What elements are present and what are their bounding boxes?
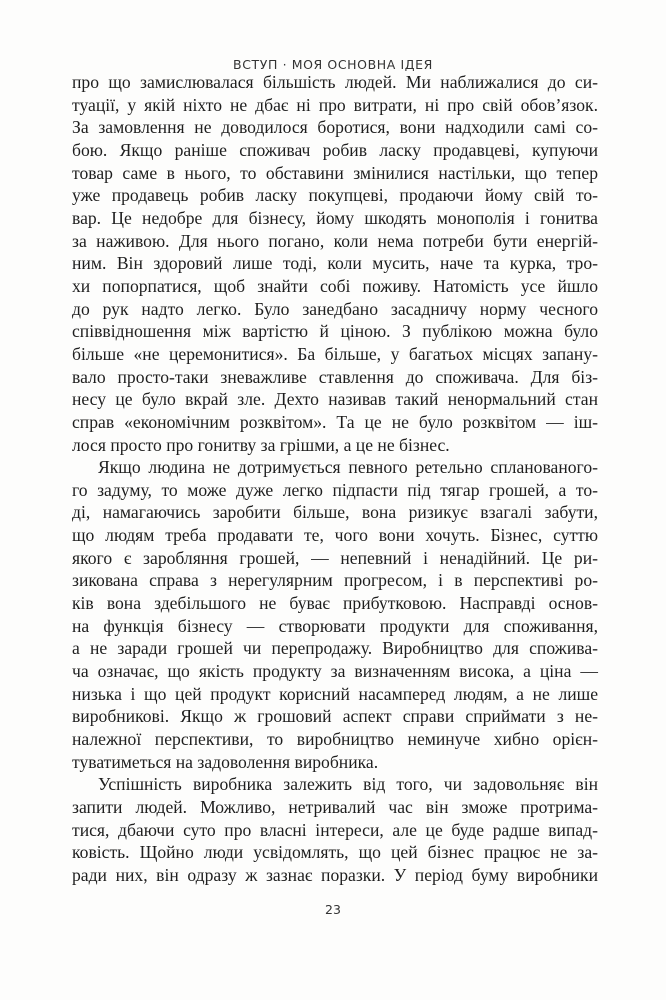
text-line: ради них, він одразу ж зазнає поразки. У період буму виробники xyxy=(72,864,598,885)
body-text xyxy=(72,71,598,887)
paragraph xyxy=(72,456,598,773)
running-header: ВСТУП · МОЯ ОСНОВНА ІДЕЯ xyxy=(233,57,433,72)
text-line: уже продавець робив ласку покупцеві, продаючи йому свій то- xyxy=(72,185,598,206)
text-line: що людям треба продавати те, чого вони хочуть. Бізнес, суттю xyxy=(72,525,598,546)
text-line: справ «економічним розквітом». Та це не було розквітом — іш- xyxy=(72,411,598,432)
text-line: Успішність виробника залежить від того, чи задовольняє він xyxy=(98,774,598,795)
text-line: ковість. Щойно люди усвідомлять, що цей бізнес працює не за- xyxy=(72,842,598,863)
text-line: туватиметься на задоволення виробника. xyxy=(72,751,379,772)
text-line: співвідношення між вартістю й ціною. З публікою можна було xyxy=(72,321,598,342)
text-line: бою. Якщо раніше споживач робив ласку продавцеві, купуючи xyxy=(72,139,598,160)
text-line: вар. Це недобре для бізнесу, йому шкодять монополія і гонитва xyxy=(72,207,598,228)
text-line: якого є заробляння грошей, — непевний і ненадійний. Це ри- xyxy=(72,547,598,568)
page-number: 23 xyxy=(325,902,341,917)
text-line: ді, намагаючись заробити більше, вона ризикує взагалі забути, xyxy=(72,502,598,523)
text-line: належної перспективи, то виробництво неминуче хибно орієн- xyxy=(72,729,598,750)
text-line: запити людей. Можливо, нетривалий час він зможе протрима- xyxy=(72,797,598,817)
text-line: хи попорпатися, щоб знайти собі поживу. Натомість усе йшло xyxy=(72,275,598,296)
paragraph xyxy=(72,773,598,886)
text-line: Якщо людина не дотримується певного ретельно спланованого- xyxy=(98,457,598,478)
paragraph xyxy=(72,71,598,456)
text-line: за наживою. Для нього погано, коли нема потреби бути енергій- xyxy=(72,230,598,251)
text-line: товар саме в нього, то обставини змінилися настільки, що тепер xyxy=(72,162,598,183)
text-line: зикована справа з нерегулярним прогресом, і в перспективі ро- xyxy=(72,570,598,591)
text-line: до рук надто легко. Було занедбано засадничу норму чесного xyxy=(72,298,598,319)
text-line: туації, у якій ніхто не дбає ні про витрати, ні про свій обов’язок. xyxy=(72,94,598,115)
text-line: виробникові. Якщо ж грошовий аспект справи сприймати з не- xyxy=(72,706,598,727)
text-line: низька і що цей продукт корисний насамперед людям, а не лише xyxy=(72,683,598,704)
text-line: тися, дбаючи суто про власні інтереси, але це буде радше випад- xyxy=(72,819,598,840)
text-line: ків вона здебільшого не буває прибутковою. Насправді основ- xyxy=(72,593,598,614)
text-line: на функція бізнесу — створювати продукти для споживання, xyxy=(72,615,598,636)
text-line: ним. Він здоровий лише тоді, коли мусить, наче та курка, тро- xyxy=(72,253,598,274)
text-line: а не заради грошей чи перепродажу. Виробництво для спожива- xyxy=(72,638,598,659)
text-line: За замовлення не доводилося боротися, вони надходили самі со- xyxy=(72,117,598,138)
text-line: про що замислювалася більшість людей. Ми наближалися до си- xyxy=(72,72,598,92)
text-line: вало просто-таки зневажливе ставлення до споживача. Для біз- xyxy=(72,366,598,387)
text-line: ча означає, що якість продукту за визначенням висока, а ціна — xyxy=(72,661,598,682)
text-line: лося просто про гонитву за грішми, а це не бізнес. xyxy=(72,434,450,455)
text-line: несу це було вкрай зле. Дехто називав такий ненормальний стан xyxy=(72,389,598,410)
text-line: більше «не церемонитися». Ба більше, у багатьох місцях запану- xyxy=(72,343,598,364)
text-line: го задуму, то може дуже легко підпасти під тягар грошей, а то- xyxy=(72,479,598,500)
